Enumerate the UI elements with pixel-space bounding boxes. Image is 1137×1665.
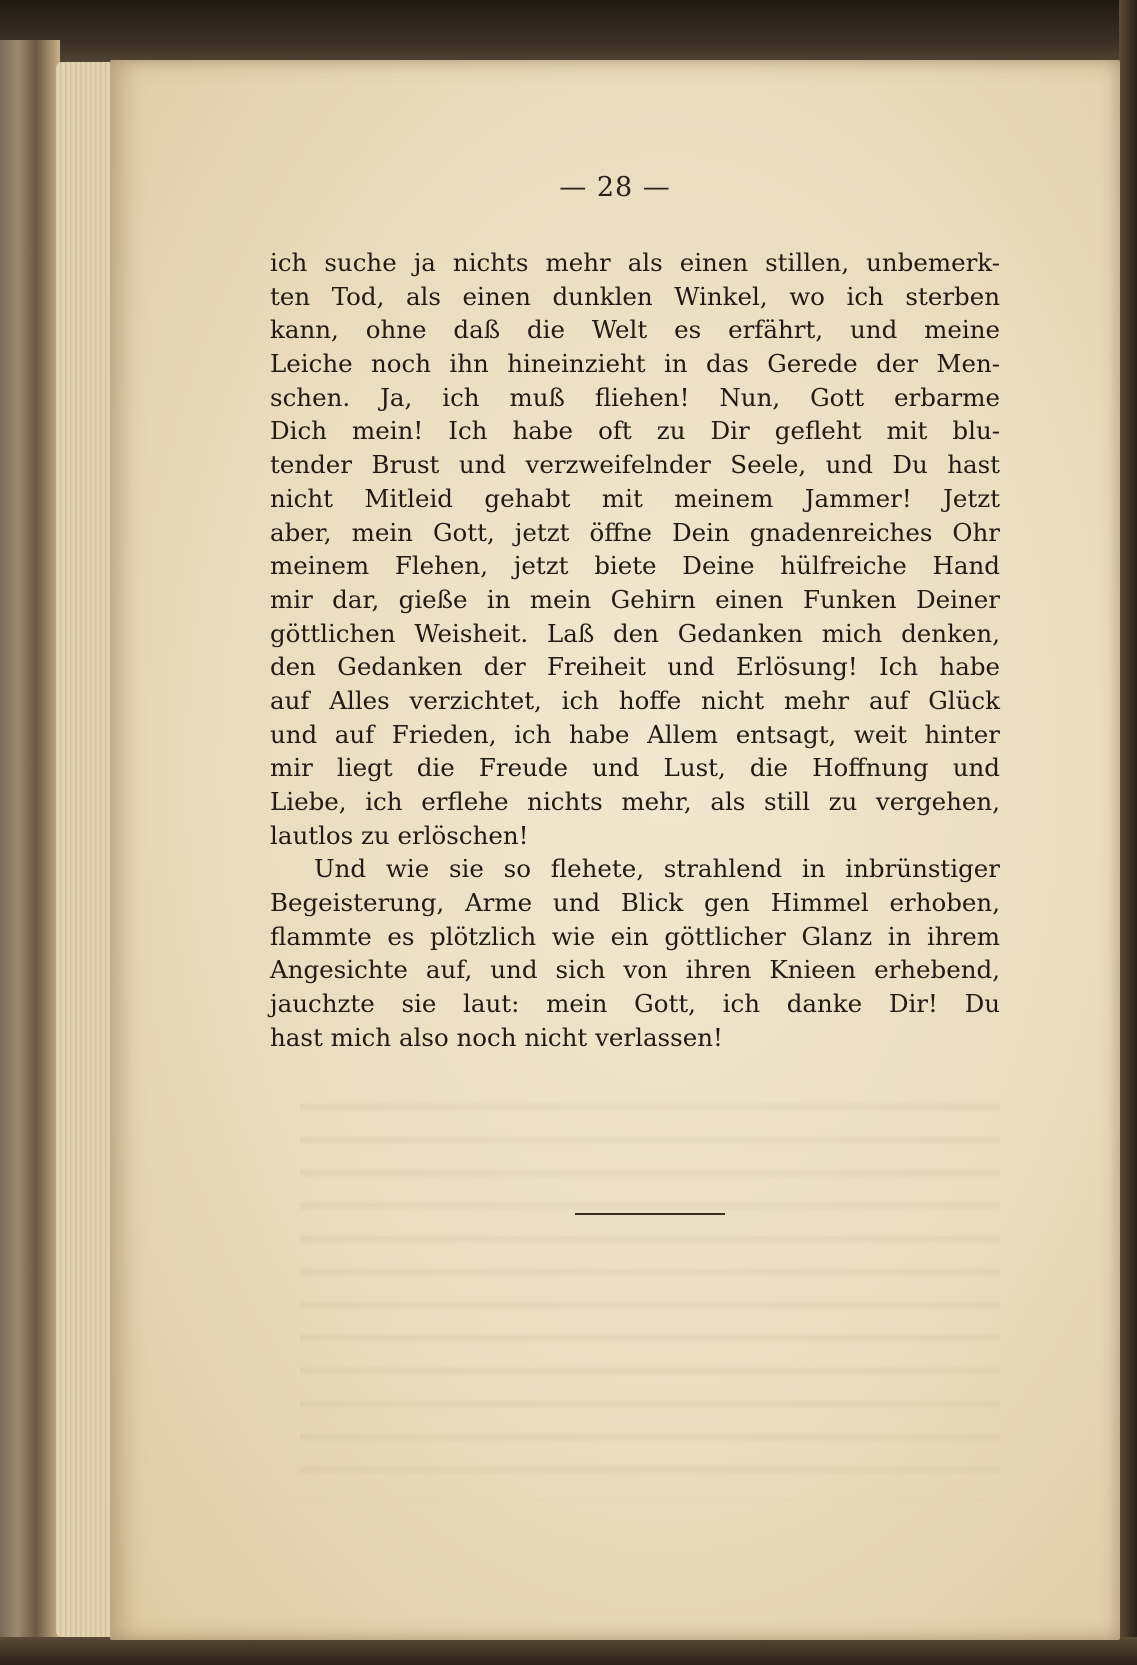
section-end-rule (575, 1213, 725, 1215)
text-line: Liebe, ich erflehe nichts mehr, als still zu vergehen, (270, 787, 1000, 816)
show-through-bleed (300, 1080, 1000, 1500)
text-line: schen. Ja, ich muß fliehen! Nun, Gott erbarme (270, 382, 1000, 412)
text-line: ich suche ja nichts mehr als einen stillen, unbemerk- (270, 248, 1000, 277)
text-line: Dich mein! Ich habe oft zu Dir gefleht mit blu- (270, 416, 1000, 446)
book-cover-bottom (0, 1637, 1137, 1665)
text-line: kann, ohne daß die Welt es erfährt, und meine (270, 315, 1000, 345)
text-line: aber, mein Gott, jetzt öffne Dein gnadenreiches Ohr (270, 517, 1000, 547)
text-line: Begeisterung, Arme und Blick gen Himmel erhoben, (270, 888, 1000, 918)
text-line: auf Alles verzichtet, ich hoffe nicht mehr auf Glück (270, 685, 1000, 715)
text-line: den Gedanken der Freiheit und Erlösung! Ich habe (270, 652, 1000, 682)
text-line: Und wie sie so flehete, strahlend in inbrünstiger (314, 854, 1000, 884)
book-cover-right (1119, 0, 1137, 1665)
page-number: — 28 — (559, 172, 671, 203)
text-line: nicht Mitleid gehabt mit meinem Jammer! Jetzt (270, 483, 1000, 513)
text-line: mir liegt die Freude und Lust, die Hoffnung und (270, 753, 1000, 783)
text-line: göttlichen Weisheit. Laß den Gedanken mich denken, (270, 618, 1000, 648)
text-line: flammte es plötzlich wie ein göttlicher Glanz in ihrem (270, 921, 1000, 951)
page-text (270, 246, 1000, 1055)
text-line: Angesichte auf, und sich von ihren Knieen erhebend, (270, 955, 1000, 985)
text-line: und auf Frieden, ich habe Allem entsagt, weit hinter (270, 719, 1000, 749)
text-line: meinem Flehen, jetzt biete Deine hülfreiche Hand (270, 551, 1000, 581)
text-line: ten Tod, als einen dunklen Winkel, wo ich sterben (270, 281, 1000, 311)
book-page (110, 60, 1120, 1640)
text-line: jauchzte sie laut: mein Gott, ich danke Dir! Du (270, 989, 1000, 1019)
text-line: mir dar, gieße in mein Gehirn einen Funken Deiner (270, 584, 1000, 614)
book-spine-edge (0, 40, 60, 1640)
text-line: Leiche noch ihn hineinzieht in das Gerede der Men- (270, 349, 1000, 379)
text-line: hast mich also noch nicht verlassen! (270, 1022, 723, 1052)
text-line: lautlos zu erlöschen! (270, 820, 529, 850)
text-line: tender Brust und verzweifelnder Seele, und Du hast (270, 450, 1000, 480)
